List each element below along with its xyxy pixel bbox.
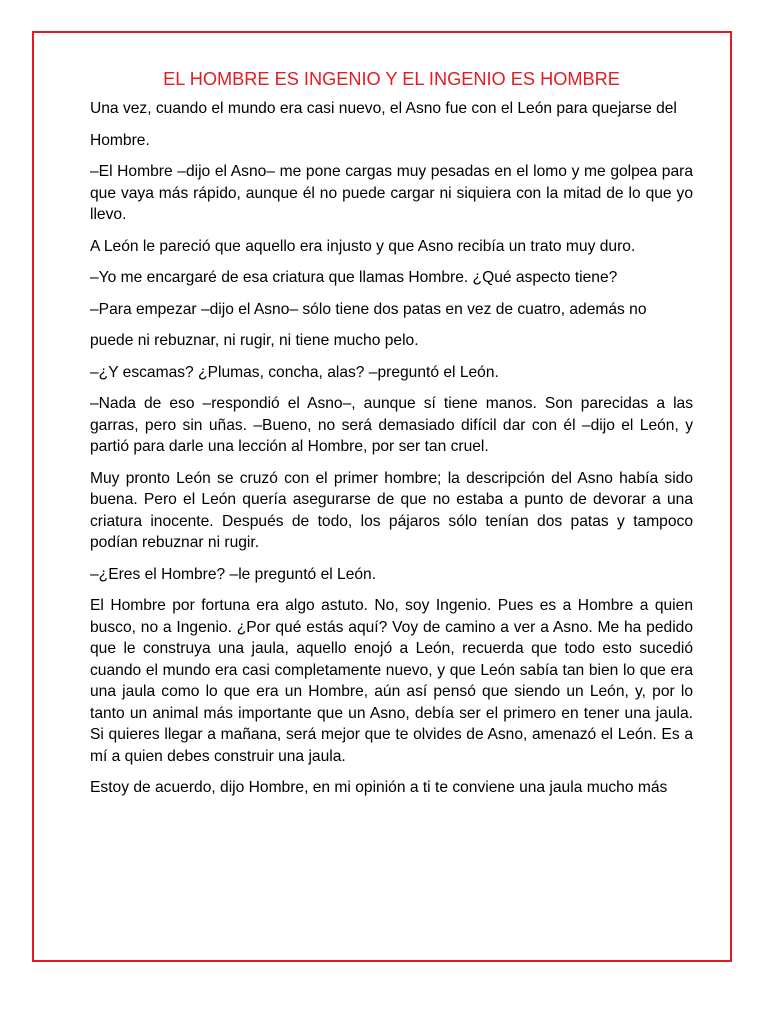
- paragraph-7: puede ni rebuznar, ni rugir, ni tiene mucho pelo.: [90, 332, 419, 349]
- paragraph-9: –Nada de eso –respondió el Asno–, aunque sí tiene manos. Son parecidas a las garras, pero sin uñas. –Bueno, no será demasiado difícil dar con él –dijo el León, y partió para darle una lección al Hombre, por ser tan cruel.: [90, 395, 693, 455]
- paragraph-3: –El Hombre –dijo el Asno– me pone cargas muy pesadas en el lomo y me golpea para que vaya más rápido, aunque él no puede cargar ni siquiera con la mitad de lo que yo llevo.: [90, 163, 693, 223]
- paragraph-1: Una vez, cuando el mundo era casi nuevo, el Asno fue con el León para quejarse del: [90, 100, 677, 117]
- paragraph-11: –¿Eres el Hombre? –le preguntó el León.: [90, 565, 377, 583]
- document-body: [90, 68, 693, 809]
- paragraph-13: Estoy de acuerdo, dijo Hombre, en mi opinión a ti te conviene una jaula mucho más: [90, 779, 668, 796]
- paragraph-12: El Hombre por fortuna era algo astuto. No, soy Ingenio. Pues es a Hombre a quien busco, no a Ingenio. ¿Por qué estás aquí? Voy de camino a ver a Asno. Me ha pedido que le construya una jaula, aquello enojó a León, recuerda que todo esto sucedió cuando el mundo era casi completamente nuevo, y que León sabía tan bien lo que era una jaula como lo que era un Hombre, aún así pensó que siendo un León, y, por lo tanto un animal más importante que un Asno, debía ser el primero en tener una jaula. Si quieres llegar a mañana, será mejor que te olvides de Asno, amenazó el León. Es a mí a quien debes construir una jaula.: [90, 597, 693, 765]
- paragraph-4: A León le pareció que aquello era injusto y que Asno recibía un trato muy duro.: [90, 237, 636, 255]
- paragraph-6: –Para empezar –dijo el Asno– sólo tiene dos patas en vez de cuatro, además no: [90, 300, 647, 318]
- paragraph-2: Hombre.: [90, 131, 150, 149]
- document-title: EL HOMBRE ES INGENIO Y EL INGENIO ES HOMBRE: [163, 69, 620, 89]
- paragraph-10: Muy pronto León se cruzó con el primer hombre; la descripción del Asno había sido buena. Pero el León quería asegurarse de que no estaba a punto de devorar a una criatura inocente. Después de todo, los pájaros sólo tenían dos patas y tampoco podían rebuznar ni rugir.: [90, 469, 693, 551]
- paragraph-8: –¿Y escamas? ¿Plumas, concha, alas? –preguntó el León.: [90, 363, 499, 381]
- paragraph-5: –Yo me encargaré de esa criatura que llamas Hombre. ¿Qué aspecto tiene?: [90, 269, 618, 286]
